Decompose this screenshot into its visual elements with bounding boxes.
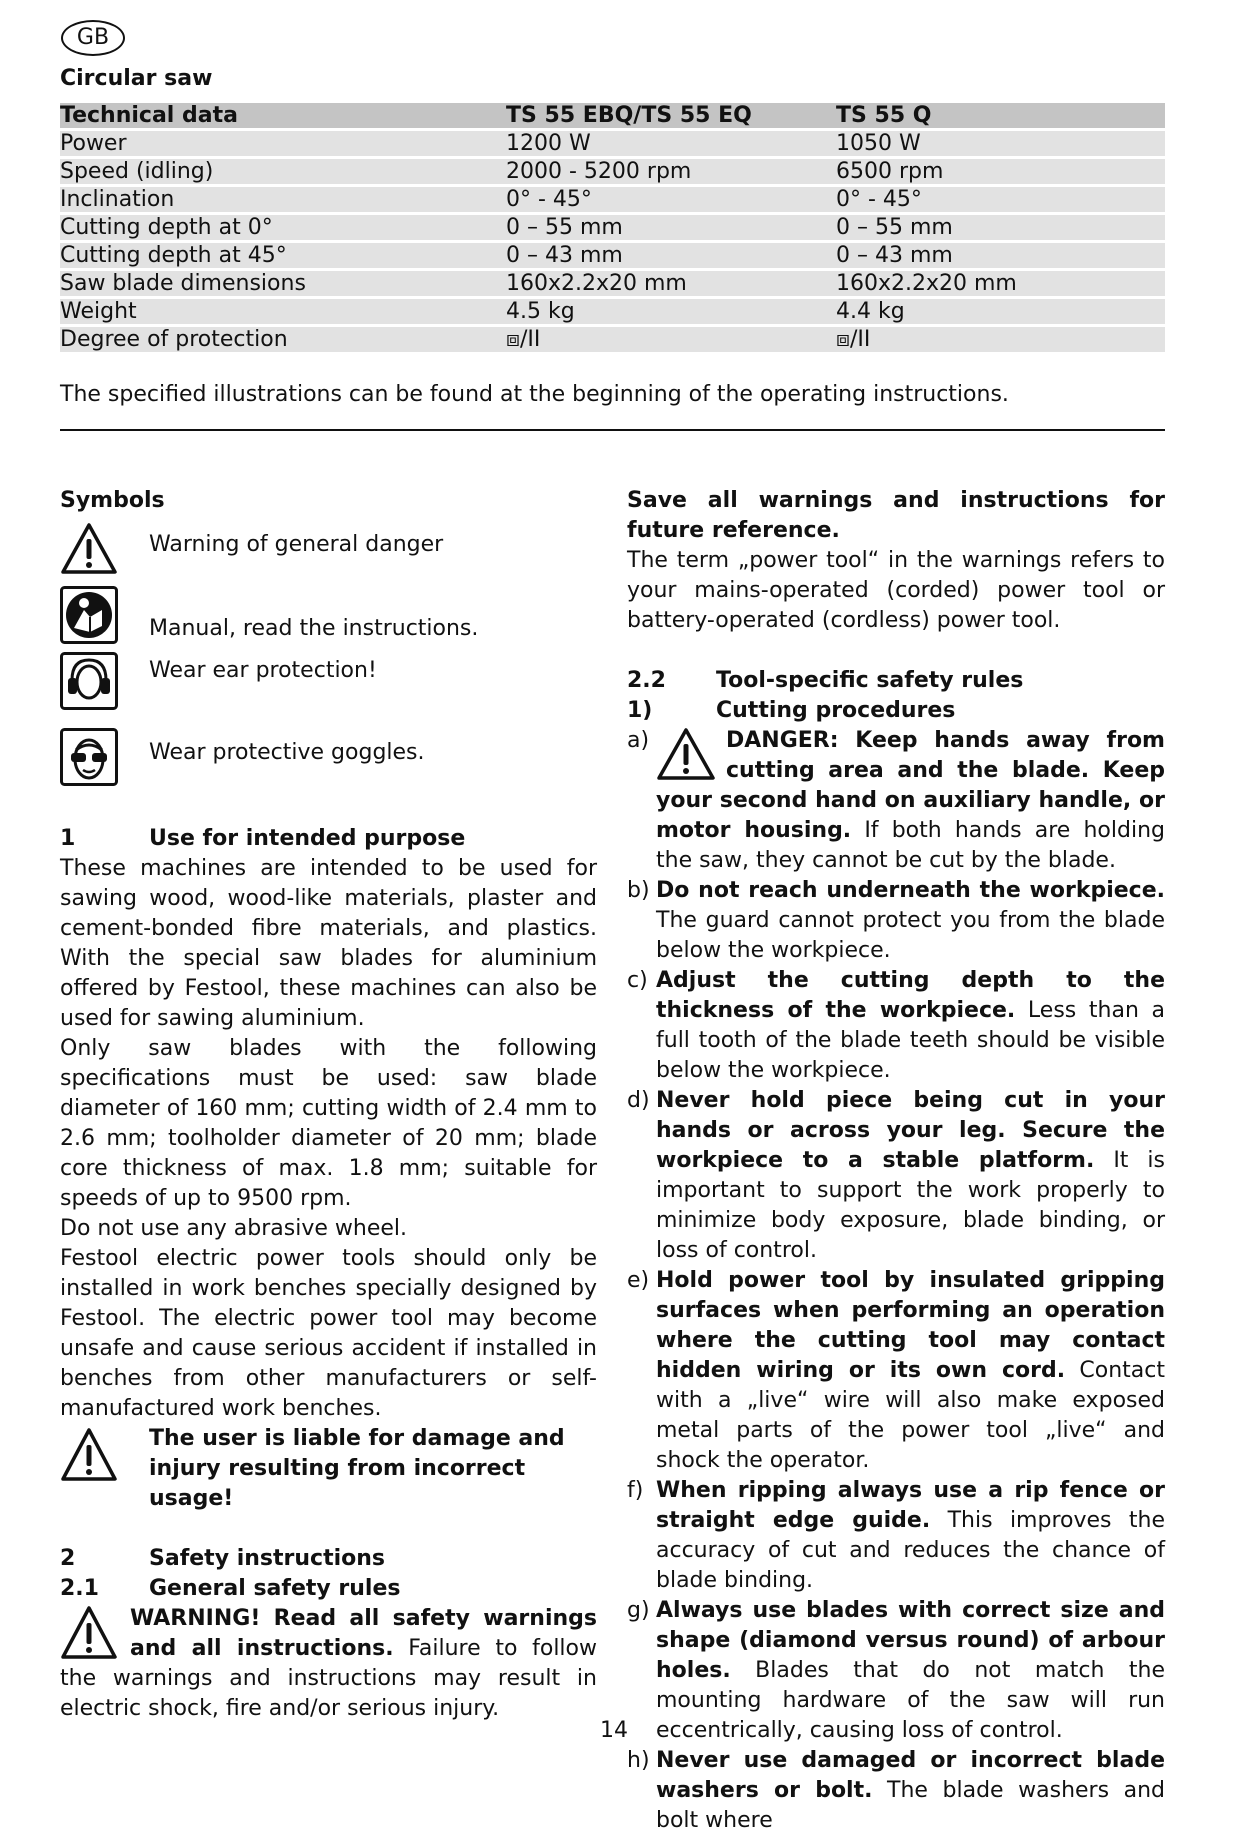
left-column [60,486,597,1724]
item-text: Less than a full tooth of the blade teeth should be visible below the workpiece. [656,998,1165,1083]
section-number: 1) [627,698,653,723]
list-item [627,966,1165,1086]
table-header-row [60,103,1165,128]
table-row [60,131,1165,156]
item-bold-text: Never use damaged or incorrect blade washers or bolt. [656,1748,1165,1803]
table-cell: 0 – 55 mm [506,215,836,240]
ear-protection-icon [60,652,118,710]
warning-triangle-icon [656,726,726,784]
symbols-heading: Symbols [60,488,165,513]
section-number: 2 [60,1546,76,1571]
section-number: 1 [60,826,76,851]
list-item [627,1266,1165,1476]
list-item [627,1476,1165,1596]
table-row [60,159,1165,184]
table-cell: 1050 W [836,131,1165,156]
table-row [60,327,1165,352]
item-bold-text: Do not reach underneath the workpiece. [656,878,1165,903]
section-title: Use for intended purpose [149,826,466,851]
item-bold-text: Always use blades with correct size and shape (diamond versus round) of arbour holes. [656,1598,1165,1683]
table-row [60,299,1165,324]
symbol-label: Wear protective goggles. [149,740,425,765]
item-text: The blade washers and bolt where [656,1778,1165,1833]
section-number: 2.1 [60,1576,99,1601]
table-cell: ⧈/II [506,327,836,352]
table-cell: 0 – 55 mm [836,215,1165,240]
table-row [60,243,1165,268]
item-label: c) [627,968,648,993]
warning-triangle-icon [60,522,118,576]
symbol-label: Wear ear protection! [149,658,377,683]
list-item [627,1746,1165,1836]
table-cell: 0 – 43 mm [836,243,1165,268]
list-item [627,876,1165,966]
item-label: f) [627,1478,644,1503]
section-title: Tool-specific safety rules [716,668,1024,693]
table-cell: Cutting depth at 45° [60,243,506,268]
language-badge: GB [61,20,125,56]
warning-text: The user is liable for damage and injury resulting from incorrect usage! [149,1426,565,1511]
item-bold-text: Hold power tool by insulated gripping surfaces when performing an operation where the cutting tool may contact hidden wiring or its own cord. [656,1268,1165,1383]
read-manual-icon [60,586,118,644]
paragraph: Do not use any abrasive wheel. [60,1216,407,1241]
divider [60,429,1165,431]
item-label: b) [627,878,650,903]
table-cell: Saw blade dimensions [60,271,506,296]
item-text: Blades that do not match the mounting hardware of the saw will run eccentrically, causing loss of control. [656,1658,1165,1743]
list-item [627,1596,1165,1746]
column-header: Technical data [60,103,506,128]
table-row [60,215,1165,240]
item-label: a) [627,728,650,753]
goggles-icon [60,728,118,786]
save-instructions-note: Save all warnings and instructions for future reference. [627,488,1165,543]
table-cell: 0° - 45° [506,187,836,212]
paragraph: The term „power tool“ in the warnings refers to your mains-operated (corded) power tool or battery-operated (cordless) power tool. [627,548,1165,633]
table-cell: Power [60,131,506,156]
paragraph: Only saw blades with the following specifications must be used: saw blade diameter of 160 mm; cutting width of 2.4 mm to 2.6 mm; toolholder diameter of 20 mm; blade core thickness of max. 1.8 mm; suitable for speeds of up to 9500 rpm. [60,1036,597,1211]
document-title: Circular saw [60,66,213,91]
item-text: Contact with a „live“ wire will also make exposed metal parts of the power tool „live“ and shock the operator. [656,1358,1166,1473]
table-cell: Degree of protection [60,327,506,352]
page-number: 14 [600,1718,628,1743]
item-bold-text: DANGER: Keep hands away from cutting area and the blade. Keep your second hand on auxiliary handle, or motor housing. [656,728,1165,843]
item-text: The guard cannot protect you from the blade below the workpiece. [656,908,1165,963]
table-cell: Speed (idling) [60,159,506,184]
symbol-row [60,522,597,586]
warning-text: Failure to follow the warnings and instructions may result in electric shock, fire and/or serious injury. [60,1636,597,1721]
section-heading [60,824,597,854]
general-safety-warning [60,1604,597,1724]
technical-data-table [60,100,1165,355]
table-cell: 4.4 kg [836,299,1165,324]
subsection-heading [60,1574,597,1604]
table-cell: Weight [60,299,506,324]
item-label: d) [627,1088,650,1113]
paragraph: Festool electric power tools should only be installed in work benches specially designed by Festool. The electric power tool may become unsafe and cause serious accident if installed in benches from other manufacturers or self-manufactured work benches. [60,1246,597,1421]
item-bold-text: Adjust the cutting depth to the thickness of the workpiece. [656,968,1165,1023]
item-label: e) [627,1268,650,1293]
section-heading [627,666,1165,696]
table-cell: 160x2.2x20 mm [506,271,836,296]
illustrations-note: The specified illustrations can be found at the beginning of the operating instructions. [60,382,1009,407]
list-item [627,726,1165,876]
table-cell: 6500 rpm [836,159,1165,184]
section-title: General safety rules [149,1576,401,1601]
table-row [60,271,1165,296]
section-title: Safety instructions [149,1546,385,1571]
warning-triangle-icon [60,1604,130,1664]
subsection-heading [627,696,1165,726]
item-bold-text: Never hold piece being cut in your hands or across your leg. Secure the workpiece to a stable platform. [656,1088,1165,1173]
section-number: 2.2 [627,668,666,693]
item-text: This improves the accuracy of cut and reduces the chance of blade binding. [656,1508,1165,1593]
table-row [60,187,1165,212]
item-bold-text: When ripping always use a rip fence or straight edge guide. [656,1478,1165,1533]
table-cell: 0 – 43 mm [506,243,836,268]
table-cell: 2000 - 5200 rpm [506,159,836,184]
right-column [627,486,1165,1836]
item-text: If both hands are holding the saw, they cannot be cut by the blade. [656,818,1165,873]
item-label: h) [627,1748,650,1773]
symbol-row [60,652,597,728]
list-item [627,1086,1165,1266]
symbol-label: Manual, read the instructions. [149,616,479,641]
warning-triangle-icon [60,1426,118,1484]
section-title: Cutting procedures [716,698,956,723]
column-header: TS 55 EBQ/TS 55 EQ [506,103,836,128]
item-text: It is important to support the work properly to minimize body exposure, blade binding, or loss of control. [656,1148,1165,1263]
table-cell: 0° - 45° [836,187,1165,212]
table-cell: 4.5 kg [506,299,836,324]
symbol-label: Warning of general danger [149,532,444,557]
table-cell: 160x2.2x20 mm [836,271,1165,296]
column-header: TS 55 Q [836,103,1165,128]
item-label: g) [627,1598,650,1623]
warning-bold-text: WARNING! Read all safety warnings and all instructions. [130,1606,597,1661]
table-cell: 1200 W [506,131,836,156]
table-cell: ⧈/II [836,327,1165,352]
symbol-row [60,586,597,652]
table-cell: Cutting depth at 0° [60,215,506,240]
symbol-row [60,728,597,824]
paragraph: These machines are intended to be used for sawing wood, wood-like materials, plaster and cement-bonded fibre materials, and plastics. With the special saw blades for aluminium offered by Festool, these machines can also be used for sawing aluminium. [60,856,597,1031]
section-heading [60,1544,597,1574]
table-cell: Inclination [60,187,506,212]
liability-warning [60,1424,597,1514]
